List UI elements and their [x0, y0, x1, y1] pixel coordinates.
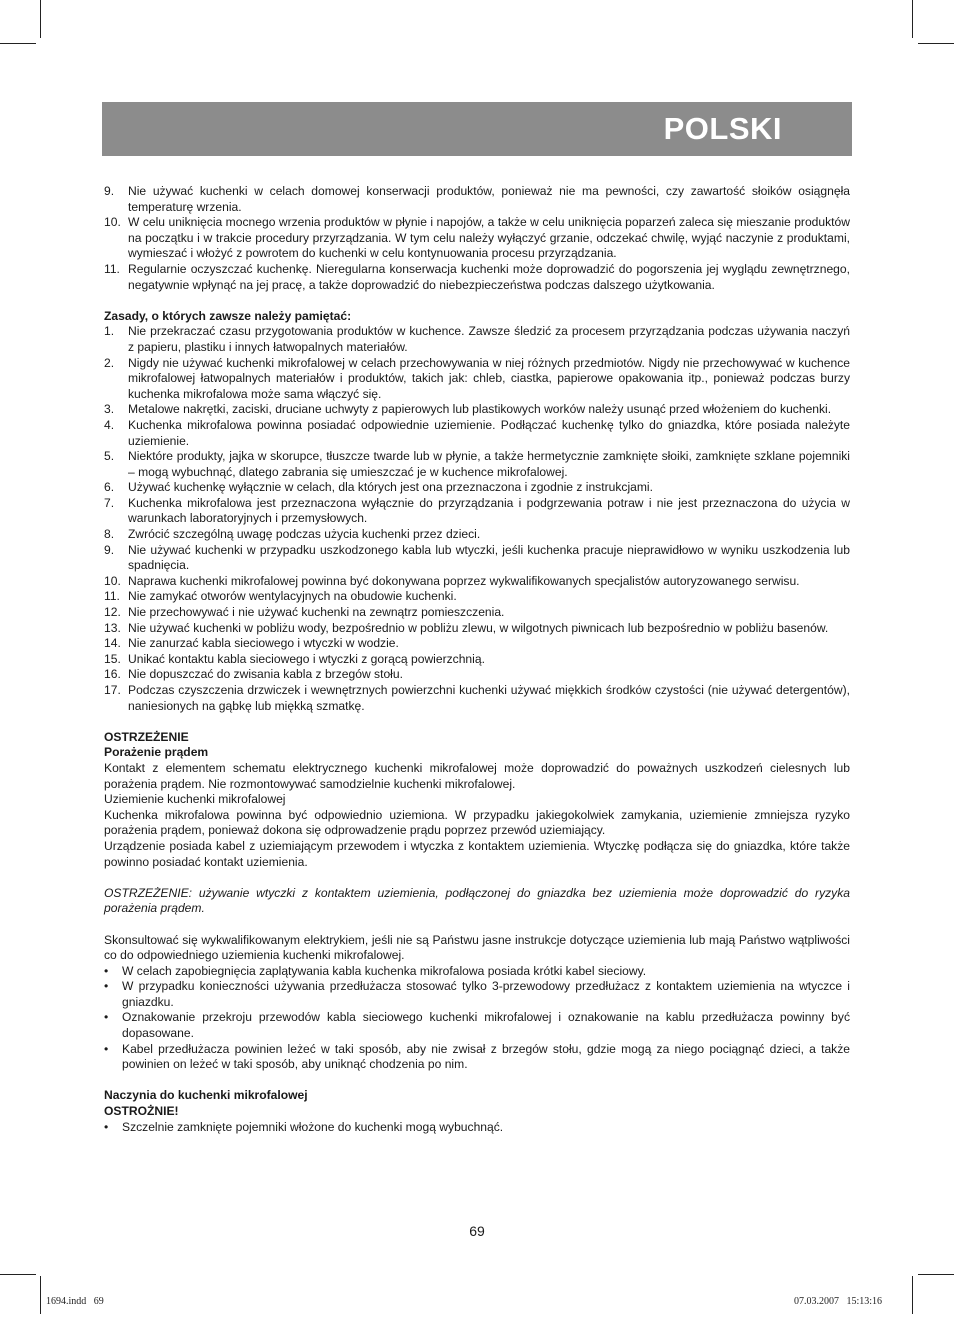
crop-mark: [0, 1274, 36, 1275]
warning-paragraph: Kontakt z elementem schematu elektrycznego kuchenki mikrofalowej może doprowadzić do poważnych uszkodzeń cielesnych lub porażenia prądem. Nie rozmontowywać samodzielnie kuchenki mikrofalowej.: [104, 760, 850, 791]
list-item: 2. Nigdy nie używać kuchenki mikrofalowej w celach przechowywania w niej różnych przedmiotów. Nigdy nie przechowywać w kuchence mikrofalowej łatwopalnych materiałów i produktów, takich jak: chleb, ciastka, papierowe opakowania itp., ponieważ podczas burzy kuchenka mikrofalowa może sama włączyć się.: [104, 355, 850, 401]
list-item: 13. Nie używać kuchenki w pobliżu wody, bezpośrednio w pobliżu zlewu, w wilgotnych piwnicach lub bezpośrednio w pobliżu basenów.: [104, 620, 829, 635]
list-item: 9. Nie używać kuchenki w przypadku uszkodzonego kabla lub wtyczki, jeśli kuchenka pracuje nieprawidłowo w wyniku uszkodzenia lub spadnięcia.: [104, 542, 850, 573]
list-item: 6. Używać kuchenkę wyłącznie w celach, dla których jest ona przeznaczona i zgodnie z instrukcjami.: [104, 480, 653, 495]
vessels-heading: Naczynia do kuchenki mikrofalowej: [104, 1088, 308, 1103]
crop-mark: [912, 0, 913, 38]
grounding-paragraph: Kuchenka mikrofalowa powinna być odpowiednio uziemiona. W przypadku jakiegokolwiek zamykania, uziemienie zmniejsza ryzyko porażenia prądem, ponieważ dokona się odprowadzenie prądu poprzez przewód uziemiający.: [104, 807, 850, 838]
list-item: • Oznakowanie przekroju przewodów kabla sieciowego kuchenki mikrofalowej i oznakowanie na kablu przedłużacza powinny być dopasowane.: [104, 1010, 850, 1041]
list-item: • Szczelnie zamknięte pojemniki włożone do kuchenki mogą wybuchnąć.: [104, 1119, 504, 1134]
rules-heading: Zasady, o których zawsze należy pamiętać:: [104, 308, 352, 323]
crop-mark: [918, 43, 954, 44]
crop-mark: [918, 1274, 954, 1275]
italic-warning: OSTRZEŻENIE: używanie wtyczki z kontaktem uziemienia, podłączonej do gniazdka bez uziemienia może doprowadzić do ryzyka porażenia prądem.: [104, 885, 850, 916]
page-number: 69: [469, 1223, 485, 1239]
warning-subheading: Porażenie prądem: [104, 745, 209, 760]
list-item: 16. Nie dopuszczać do zwisania kabla z brzegów stołu.: [104, 667, 403, 682]
list-item: • Kabel przedłużacza powinien leżeć w taki sposób, aby nie zwisał z brzegów stołu, gdzie mogą za niego pociągnąć dzieci, a także powinien on leżeć w taki sposób, aby uniknąć chodzenia po nim.: [104, 1041, 850, 1072]
list-item: 8. Zwrócić szczególną uwagę podczas użycia kuchenki przez dzieci.: [104, 527, 481, 542]
list-item: 12. Nie przechowywać i nie używać kuchenki na zewnątrz pomieszczenia.: [104, 605, 505, 620]
intro-list: [104, 184, 850, 293]
list-item: 5. Niektóre produkty, jajka w skorupce, tłuszcze twarde lub w płynie, a także hermetycznie zamknięte słoiki, zamknięte szklane pojemniki – mogą wybuchnąć, dlatego zabrania się umieszczać je w kuchence mikrofalowej.: [104, 449, 850, 479]
language-title: POLSKI: [663, 111, 782, 146]
print-slug-file: 1694.indd 69: [46, 1296, 104, 1307]
language-header-bar: [102, 102, 852, 156]
warning-bullets: [104, 964, 850, 1073]
list-item: 11. Regularnie oczyszczać kuchenkę. Nieregularna konserwacja kuchenki może doprowadzić do pogorszenia jej wyglądu zewnętrznego, negatywnie wpłynąć na jej pracę, a także doprowadzić do niebezpieczeństwa podczas dalszego użytkowania.: [104, 261, 850, 292]
crop-mark: [40, 0, 41, 38]
crop-mark: [912, 1276, 913, 1314]
page-content: [104, 184, 850, 1135]
grounding-paragraph: Urządzenie posiada kabel z uziemiającym przewodem i wtyczka z kontaktem uziemienia. Wtyczkę podłącza się do gniazdka, które także powinno posiadać kontakt uziemienia.: [104, 838, 850, 869]
print-slug-date: 07.03.2007 15:13:16: [793, 1296, 882, 1307]
list-item: 15. Unikać kontaktu kabla sieciowego i wtyczki z gorącą powierzchnią.: [104, 651, 485, 666]
list-item: 14. Nie zanurzać kabla sieciowego i wtyczki w wodzie.: [104, 636, 399, 651]
list-item: • W celach zapobiegnięcia zaplątywania kabla kuchenka mikrofalowa posiada krótki kabel sieciowy.: [104, 963, 647, 978]
list-item: 9. Nie używać kuchenki w celach domowej konserwacji produktów, ponieważ nie ma pewności, czy zawartość słoików osiągnęła temperaturę wrzenia.: [104, 184, 850, 214]
vessels-subheading: OSTROŻNIE!: [104, 1104, 179, 1119]
list-item: 11. Nie zamykać otworów wentylacyjnych na obudowie kuchenki.: [104, 589, 457, 604]
list-item: 7. Kuchenka mikrofalowa jest przeznaczona wyłącznie do przyrządzania i podgrzewania potraw i nie jest przeznaczona do użycia w warunkach laboratoryjnych i przemysłowych.: [104, 495, 850, 526]
warning-heading: OSTRZEŻENIE: [104, 729, 189, 744]
list-item: 1. Nie przekraczać czasu przygotowania produktów w kuchence. Zawsze śledzić za procesem przyrządzania podczas używania naczyń z papieru, plastiku i innych łatwopalnych materiałów.: [104, 324, 850, 354]
crop-mark: [40, 1276, 41, 1314]
rules-list: [104, 324, 850, 714]
list-item: 10. W celu uniknięcia mocnego wrzenia produktów w płynie i napojów, a także w celu uniknięcia poparzeń zaleca się mieszanie produktów na początku i w trakcie procedury przyrządzania. W tym celu należy wyłączyć grzanie, odczekać chwilę, wyjąć naczynie z produktami, wymieszać i włożyć z powrotem do kuchenki w celu kontynuowania procesu przyrządzania.: [104, 215, 850, 261]
vessels-bullets: [104, 1120, 850, 1136]
consult-paragraph: Skonsultować się wykwalifikowanym elektrykiem, jeśli nie są Państwu jasne instrukcje dotyczące uziemienia lub mają Państwo wątpliwości co do odpowiedniego uziemienia kuchenki mikrofalowej.: [104, 932, 850, 963]
list-item: 17. Podczas czyszczenia drzwiczek i wewnętrznych powierzchni kuchenki używać miękkich środków czystości (nie używać detergentów), naniesionych na gąbkę lub miękką szmatkę.: [104, 683, 850, 713]
list-item: 3. Metalowe nakrętki, zaciski, druciane uchwyty z papierowych lub plastikowych worków należy usunąć przed włożeniem do kuchenki.: [104, 402, 832, 417]
list-item: 10. Naprawa kuchenki mikrofalowej powinna być dokonywana poprzez wykwalifikowanych specjalistów autoryzowanego serwisu.: [104, 573, 800, 588]
list-item: 4. Kuchenka mikrofalowa powinna posiadać odpowiednie uziemienie. Podłączać kuchenkę tylko do gniazdka, które posiada należyte uziemienie.: [104, 417, 850, 448]
list-item: • W przypadku konieczności używania przedłużacza stosować tylko 3-przewodowy przedłużacz z kontaktem uziemienia na wtyczce i gniazdku.: [104, 979, 850, 1009]
crop-mark: [0, 43, 36, 44]
grounding-heading: Uziemienie kuchenki mikrofalowej: [104, 792, 286, 807]
